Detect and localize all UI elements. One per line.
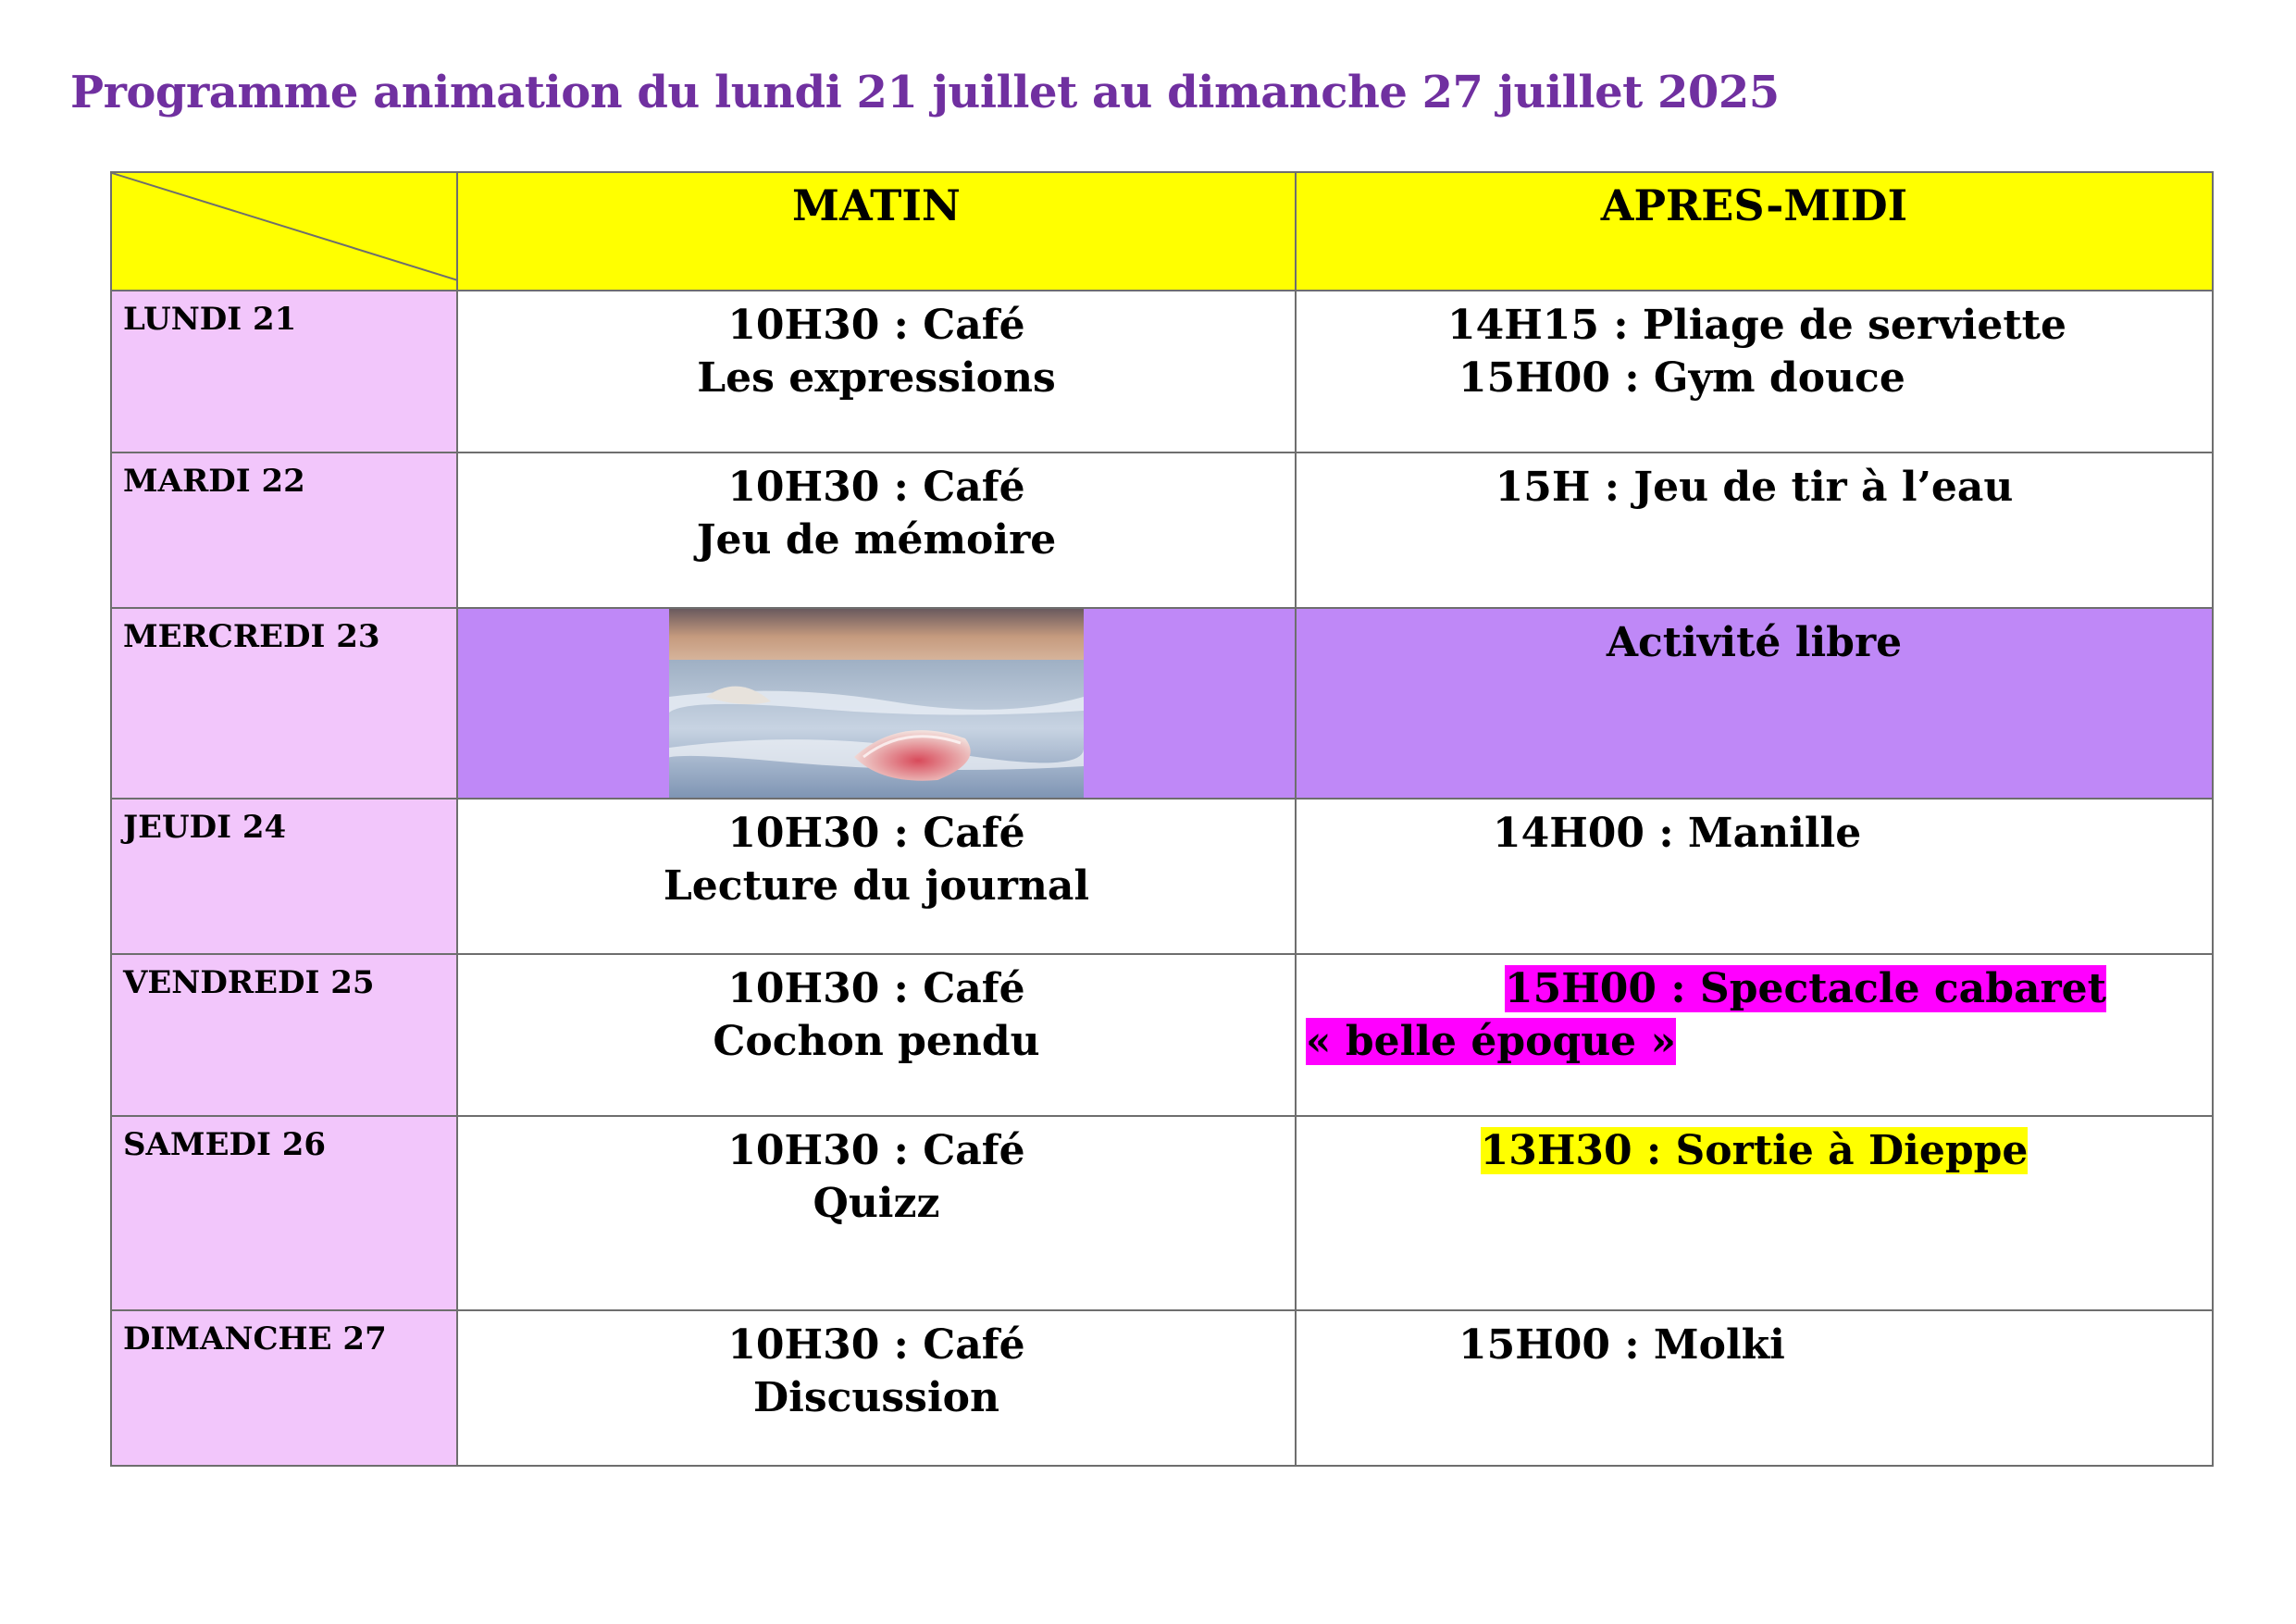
afternoon-line: 15H00 : Molki [1458,1321,1785,1369]
afternoon-cell [1296,608,2213,799]
day-label: SAMEDI 26 [111,1116,457,1310]
row-vendredi [111,954,2213,1116]
afternoon-cell [1296,1116,2213,1310]
row-dimanche [111,1310,2213,1466]
afternoon-line: 14H15 : Pliage de serviette [1447,302,2066,349]
afternoon-cell [1296,291,2213,452]
page-title: Programme animation du lundi 21 juillet au dimanche 27 juillet 2025 [70,67,1780,118]
morning-image-cell [457,608,1296,799]
morning-cell [457,799,1296,954]
row-jeudi [111,799,2213,954]
afternoon-line: Activité libre [1606,619,1903,666]
row-lundi [111,291,2213,452]
schedule-table [110,171,2214,1467]
day-label: VENDREDI 25 [111,954,457,1116]
morning-cell [457,291,1296,452]
corner-cell [111,172,457,291]
morning-line: 10H30 : Café [727,302,1025,349]
afternoon-line: 15H00 : Gym douce [1458,354,1905,402]
row-mercredi [111,608,2213,799]
day-label: LUNDI 21 [111,291,457,452]
morning-line: Discussion [752,1374,1000,1421]
seashells-on-beach-photo [669,609,1084,798]
header-morning: MATIN [457,172,1296,291]
afternoon-cell [1296,452,2213,608]
morning-line: Lecture du journal [663,862,1090,910]
morning-cell [457,954,1296,1116]
afternoon-line: 13H30 : Sortie à Dieppe [1480,1127,2029,1174]
morning-cell [457,1310,1296,1466]
afternoon-cell [1296,1310,2213,1466]
day-label: JEUDI 24 [111,799,457,954]
row-samedi [111,1116,2213,1310]
morning-line: 10H30 : Café [727,965,1025,1012]
afternoon-cell [1296,954,2213,1116]
day-label: MARDI 22 [111,452,457,608]
row-mardi [111,452,2213,608]
afternoon-line: 14H00 : Manille [1493,810,1862,857]
diagonal-line [112,173,458,282]
morning-line: Jeu de mémoire [696,516,1057,564]
morning-line: Cochon pendu [713,1018,1040,1065]
header-row [111,172,2213,291]
morning-cell [457,1116,1296,1310]
morning-cell [457,452,1296,608]
morning-line: Quizz [813,1180,940,1227]
morning-line: 10H30 : Café [727,1127,1025,1174]
afternoon-line: « belle époque » [1306,1018,1676,1065]
day-label: DIMANCHE 27 [111,1310,457,1466]
day-label: MERCREDI 23 [111,608,457,799]
header-afternoon: APRES-MIDI [1296,172,2213,291]
afternoon-line: 15H : Jeu de tir à l’eau [1495,464,2014,511]
morning-line: 10H30 : Café [727,810,1025,857]
afternoon-cell [1296,799,2213,954]
morning-line: 10H30 : Café [727,464,1025,511]
morning-line: 10H30 : Café [727,1321,1025,1369]
morning-line: Les expressions [697,354,1056,402]
afternoon-line: 15H00 : Spectacle cabaret [1505,965,2106,1012]
